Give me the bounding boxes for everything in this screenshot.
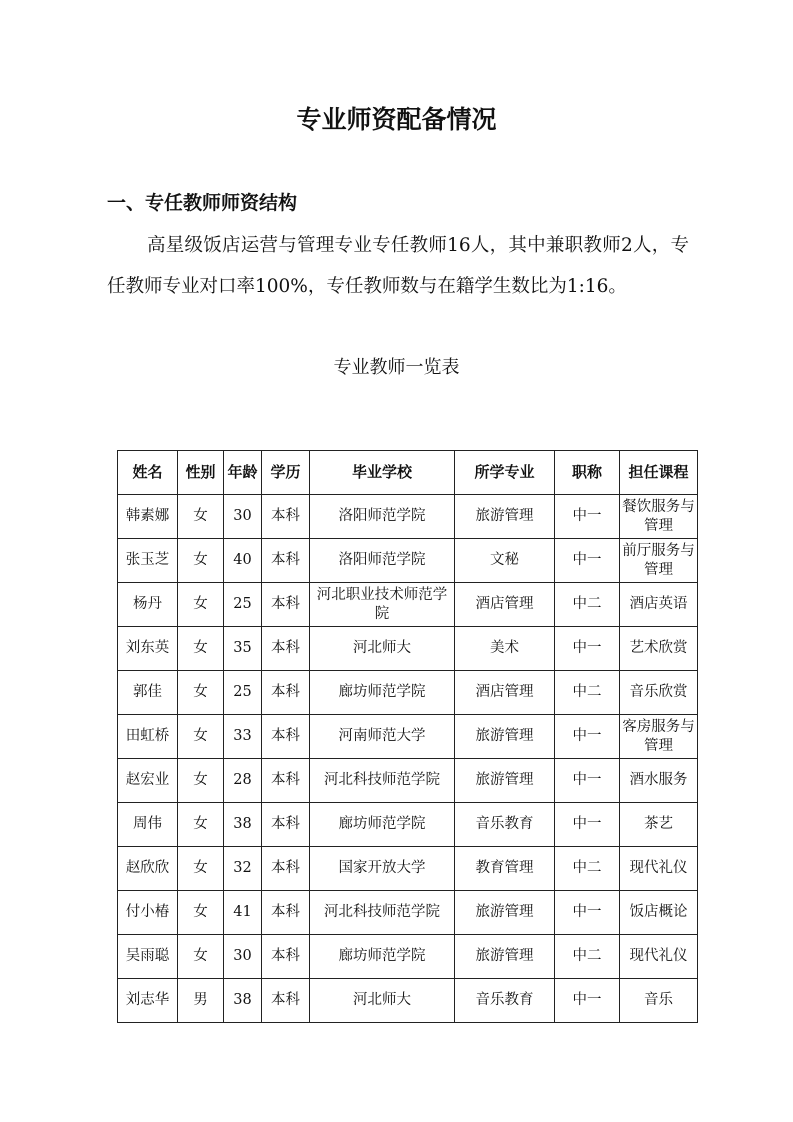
cell-school: 国家开放大学 (310, 847, 455, 891)
cell-name: 张玉芝 (118, 539, 178, 583)
cell-age: 38 (224, 803, 262, 847)
cell-name: 付小椿 (118, 891, 178, 935)
cell-gender: 女 (178, 935, 224, 979)
cell-age: 35 (224, 627, 262, 671)
cell-school: 洛阳师范学院 (310, 539, 455, 583)
cell-course: 客房服务与管理 (620, 715, 698, 759)
cell-course: 饭店概论 (620, 891, 698, 935)
cell-course: 现代礼仪 (620, 935, 698, 979)
table-caption: 专业教师一览表 (333, 357, 460, 378)
cell-age: 38 (224, 979, 262, 1023)
cell-school: 河北科技师范学院 (310, 759, 455, 803)
cell-age: 25 (224, 671, 262, 715)
cell-major: 音乐教育 (455, 979, 555, 1023)
cell-school: 河北师大 (310, 979, 455, 1023)
cell-title: 中二 (555, 847, 620, 891)
cell-education: 本科 (262, 891, 310, 935)
cell-gender: 女 (178, 891, 224, 935)
cell-major: 酒店管理 (455, 671, 555, 715)
cell-major: 旅游管理 (455, 495, 555, 539)
cell-age: 41 (224, 891, 262, 935)
cell-title: 中一 (555, 759, 620, 803)
cell-education: 本科 (262, 935, 310, 979)
cell-major: 文秘 (455, 539, 555, 583)
cell-title: 中二 (555, 671, 620, 715)
cell-school: 河南师范大学 (310, 715, 455, 759)
cell-gender: 女 (178, 847, 224, 891)
cell-school: 河北科技师范学院 (310, 891, 455, 935)
cell-course: 音乐 (620, 979, 698, 1023)
cell-title: 中一 (555, 979, 620, 1023)
cell-name: 田虹桥 (118, 715, 178, 759)
cell-age: 40 (224, 539, 262, 583)
cell-name: 郭佳 (118, 671, 178, 715)
cell-major: 音乐教育 (455, 803, 555, 847)
cell-school: 廊坊师范学院 (310, 671, 455, 715)
cell-title: 中二 (555, 935, 620, 979)
table-row (118, 495, 698, 539)
cell-title: 中一 (555, 627, 620, 671)
cell-age: 33 (224, 715, 262, 759)
header-major: 所学专业 (455, 451, 555, 495)
cell-gender: 女 (178, 539, 224, 583)
cell-gender: 女 (178, 759, 224, 803)
cell-gender: 女 (178, 627, 224, 671)
table-row (118, 627, 698, 671)
cell-school: 廊坊师范学院 (310, 935, 455, 979)
header-age: 年龄 (224, 451, 262, 495)
table-row (118, 847, 698, 891)
cell-name: 吴雨聪 (118, 935, 178, 979)
cell-major: 旅游管理 (455, 935, 555, 979)
cell-course: 音乐欣赏 (620, 671, 698, 715)
table-row (118, 803, 698, 847)
cell-school: 河北职业技术师范学院 (310, 583, 455, 627)
teacher-table (117, 450, 698, 1023)
cell-school: 河北师大 (310, 627, 455, 671)
cell-major: 教育管理 (455, 847, 555, 891)
table-header-row (118, 451, 698, 495)
cell-name: 刘东英 (118, 627, 178, 671)
header-school: 毕业学校 (310, 451, 455, 495)
cell-gender: 女 (178, 803, 224, 847)
cell-gender: 女 (178, 583, 224, 627)
cell-course: 艺术欣赏 (620, 627, 698, 671)
header-gender: 性别 (178, 451, 224, 495)
table-row (118, 583, 698, 627)
table-row (118, 891, 698, 935)
cell-name: 周伟 (118, 803, 178, 847)
cell-age: 30 (224, 495, 262, 539)
cell-education: 本科 (262, 671, 310, 715)
cell-gender: 女 (178, 671, 224, 715)
cell-title: 中一 (555, 715, 620, 759)
cell-major: 酒店管理 (455, 583, 555, 627)
cell-title: 中一 (555, 495, 620, 539)
cell-education: 本科 (262, 715, 310, 759)
cell-education: 本科 (262, 847, 310, 891)
cell-age: 30 (224, 935, 262, 979)
header-name: 姓名 (118, 451, 178, 495)
section-heading: 一、专任教师师资结构 (107, 192, 298, 214)
cell-gender: 男 (178, 979, 224, 1023)
table-row (118, 671, 698, 715)
cell-name: 刘志华 (118, 979, 178, 1023)
body-paragraph: 高星级饭店运营与管理专业专任教师16人，其中兼职教师2人，专任教师专业对口率100%，专任教师数与在籍学生数比为1:16。 (107, 235, 689, 297)
cell-education: 本科 (262, 539, 310, 583)
table-row (118, 759, 698, 803)
cell-course: 茶艺 (620, 803, 698, 847)
cell-course: 餐饮服务与管理 (620, 495, 698, 539)
table-row (118, 979, 698, 1023)
cell-name: 赵欣欣 (118, 847, 178, 891)
cell-name: 韩素娜 (118, 495, 178, 539)
cell-course: 现代礼仪 (620, 847, 698, 891)
cell-major: 旅游管理 (455, 759, 555, 803)
cell-education: 本科 (262, 979, 310, 1023)
cell-education: 本科 (262, 583, 310, 627)
cell-course: 酒水服务 (620, 759, 698, 803)
table-row (118, 715, 698, 759)
cell-title: 中一 (555, 539, 620, 583)
cell-gender: 女 (178, 495, 224, 539)
cell-major: 旅游管理 (455, 715, 555, 759)
page-title: 专业师资配备情况 (296, 105, 497, 134)
cell-education: 本科 (262, 803, 310, 847)
table-row (118, 539, 698, 583)
cell-name: 杨丹 (118, 583, 178, 627)
cell-title: 中一 (555, 803, 620, 847)
cell-name: 赵宏业 (118, 759, 178, 803)
cell-school: 洛阳师范学院 (310, 495, 455, 539)
header-course: 担任课程 (620, 451, 698, 495)
cell-education: 本科 (262, 627, 310, 671)
header-title: 职称 (555, 451, 620, 495)
cell-course: 前厅服务与管理 (620, 539, 698, 583)
table-row (118, 935, 698, 979)
cell-course: 酒店英语 (620, 583, 698, 627)
cell-education: 本科 (262, 759, 310, 803)
header-education: 学历 (262, 451, 310, 495)
cell-title: 中二 (555, 583, 620, 627)
cell-major: 旅游管理 (455, 891, 555, 935)
cell-age: 32 (224, 847, 262, 891)
cell-age: 28 (224, 759, 262, 803)
cell-gender: 女 (178, 715, 224, 759)
cell-school: 廊坊师范学院 (310, 803, 455, 847)
cell-age: 25 (224, 583, 262, 627)
cell-title: 中一 (555, 891, 620, 935)
cell-education: 本科 (262, 495, 310, 539)
cell-major: 美术 (455, 627, 555, 671)
